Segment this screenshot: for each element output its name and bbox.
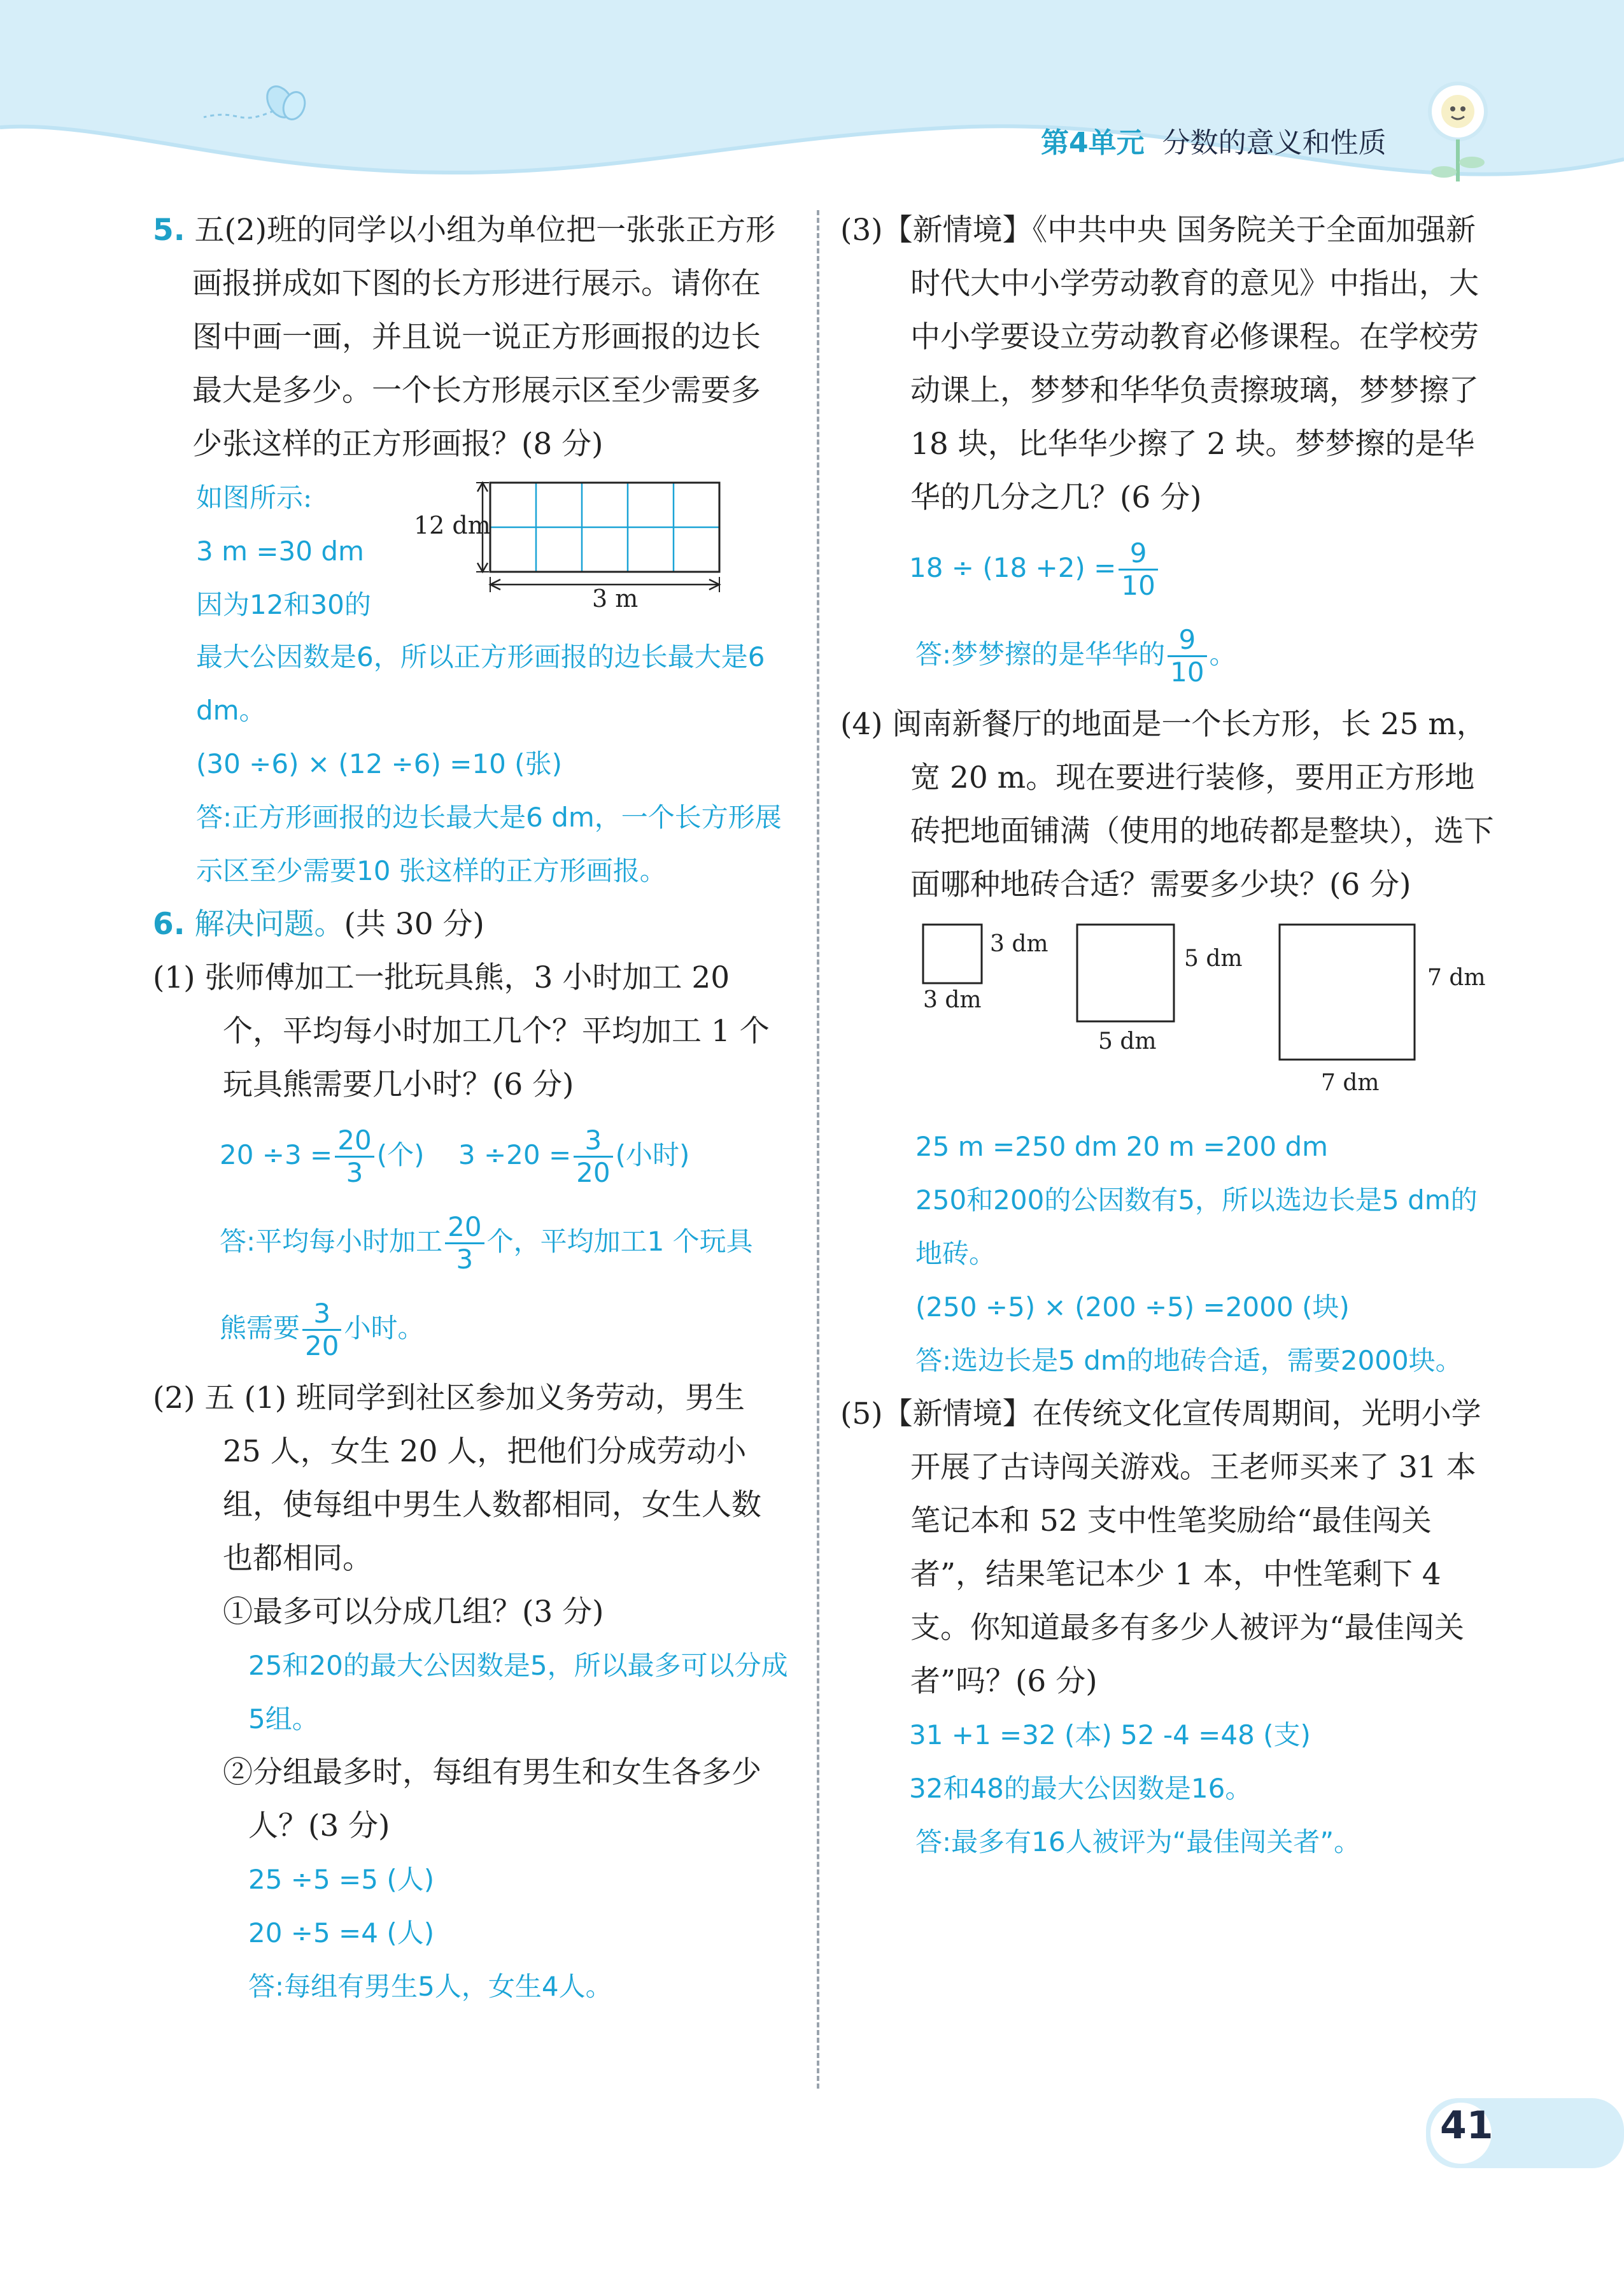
- denominator: 10: [1170, 657, 1204, 688]
- question-6-score: (共 30 分): [344, 907, 484, 942]
- tile-7dm-bottom: 7 dm: [1321, 1070, 1380, 1096]
- question-6: [153, 898, 789, 951]
- question-5: [153, 204, 789, 471]
- q6-p1-fraction-1: [335, 1125, 374, 1188]
- tile-5dm: [1077, 925, 1174, 1021]
- numerator: 20: [445, 1212, 484, 1244]
- q6-part-5-tag: 【新情境】: [882, 1396, 1033, 1431]
- q5-answer-2: 因为12和30的: [196, 589, 371, 620]
- q6-p1-eq2: 3 ÷20 =: [458, 1139, 572, 1170]
- q6-p5-answer-1: 31 +1 =32 (本) 52 -4 =48 (支): [909, 1719, 1311, 1750]
- q5-answer-4: (30 ÷6) × (12 ÷6) =10 (张): [196, 748, 562, 779]
- q6-p5-answer-2: 32和48的最大公因数是16。: [909, 1773, 1252, 1804]
- question-6-title: 解决问题。: [194, 907, 344, 942]
- q6-part-4-label: (4): [840, 707, 883, 742]
- q5-figure-area: [153, 471, 789, 630]
- q6-part-1: [153, 951, 789, 1112]
- numerator: 9: [1168, 625, 1206, 657]
- q6-p3-answer-1: [840, 525, 1496, 611]
- q6-p2-sub-2-answer-3: 答:每组有男生5人，女生4人。: [248, 1971, 612, 2002]
- numerator: 3: [302, 1298, 341, 1331]
- q5-answer-5: 答:正方形画报的边长最大是6 dm，一个长方形展示区至少需要10 张这样的正方形画报。: [196, 802, 782, 886]
- denominator: 10: [1121, 570, 1155, 601]
- q6-p2-sub-1-answer: 25和20的最大公因数是5，所以最多可以分成5组。: [248, 1650, 788, 1735]
- q5-fig-label: 如图所示:: [196, 482, 313, 513]
- left-column: [153, 204, 789, 2013]
- tile-3dm-bottom: 3 dm: [923, 987, 982, 1013]
- q6-p4-tiles-figure: [840, 912, 1496, 1103]
- q6-p2-sub-2-answer-2: 20 ÷5 =4 (人): [248, 1917, 435, 1949]
- tile-5dm-bottom: 5 dm: [1098, 1028, 1157, 1054]
- q6-p3-fraction-2: [1168, 625, 1206, 688]
- header-band: [0, 0, 1624, 210]
- unit-number: 第4单元: [1041, 127, 1145, 159]
- q6-part-2-text: 五 (1) 班同学到社区参加义务劳动，男生 25 人，女生 20 人，把他们分成劳动小组，使每组中男生人数都相同，女生人数也都相同。: [204, 1381, 761, 1576]
- q6-part-2: [153, 1372, 789, 1586]
- q6-part-5-text: 在传统文化宣传周期间，光明小学开展了古诗闯关游戏。王老师买来了 31 本笔记本和 52 支中性笔奖励给“最佳闯关者”，结果笔记本少 1 本，中性笔剩下 4 支。你知道最多有多少人被评为“最佳闯关者”吗？(6 分): [910, 1396, 1481, 1699]
- unit-title: [1041, 120, 1387, 160]
- q6-part-4: [840, 698, 1496, 912]
- unit-name: 分数的意义和性质: [1162, 127, 1387, 159]
- q6-p4-answer-3: (250 ÷5) × (200 ÷5) =2000 (块): [915, 1291, 1350, 1323]
- q6-p1-fraction-3: [445, 1212, 484, 1275]
- q5-width-label: 3 m: [592, 585, 639, 610]
- q5-grid-lines: [490, 483, 719, 572]
- q6-part-4-text: 闽南新餐厅的地面是一个长方形，长 25 m，宽 20 m。现在要进行装修，要用正方形地砖把地面铺满（使用的地砖都是整块），选下面哪种地砖合适？需要多少块？(6 分): [892, 707, 1494, 902]
- q6-p1-answer-3: [153, 1285, 789, 1372]
- q6-part-5-label: (5): [840, 1396, 883, 1431]
- q6-p3-ans-suffix: 。: [1209, 639, 1236, 670]
- tile-5dm-side: 5 dm: [1184, 946, 1243, 972]
- q6-p3-ans-prefix: 答:梦梦擦的是华华的: [915, 639, 1166, 670]
- q6-p1-fraction-4: [302, 1298, 341, 1361]
- denominator: 3: [346, 1157, 364, 1188]
- question-6-number: 6.: [153, 907, 185, 942]
- q5-answer-3: 最大公因数是6，所以正方形画报的边长最大是6 dm。: [196, 641, 765, 726]
- denominator: 20: [576, 1157, 611, 1188]
- q6-part-3-label: (3): [840, 213, 883, 248]
- tile-3dm: [923, 925, 982, 983]
- q6-p4-answer-4: 答:选边长是5 dm的地砖合适，需要2000块。: [915, 1345, 1462, 1376]
- q6-p3-answer-2: [840, 611, 1496, 698]
- q6-p1-answer-2: [153, 1198, 789, 1285]
- q6-p5-answer-3: 答:最多有16人被评为“最佳闯关者”。: [915, 1826, 1361, 1857]
- tile-3dm-side: 3 dm: [990, 931, 1049, 957]
- q6-part-1-text: 张师傅加工一批玩具熊，3 小时加工 20 个，平均每小时加工几个？平均加工 1 个玩具熊需要几小时？(6 分): [204, 960, 770, 1102]
- q6-p3-fraction-1: [1119, 538, 1157, 601]
- numerator: 20: [335, 1125, 374, 1158]
- denominator: 20: [305, 1330, 339, 1361]
- q6-p1-unit-2: (小时): [615, 1139, 690, 1170]
- q6-p4-answer-2: 250和200的公因数有5，所以选边长是5 dm的地砖。: [915, 1184, 1478, 1269]
- numerator: 3: [574, 1125, 612, 1158]
- q6-p1-eq1: 20 ÷3 =: [220, 1139, 333, 1170]
- page-number: 41: [1440, 2103, 1493, 2148]
- q6-p1-answer-1: [153, 1112, 789, 1198]
- q6-part-1-label: (1): [153, 960, 195, 995]
- right-column: [840, 204, 1496, 1869]
- q6-p1-fraction-2: [574, 1125, 612, 1188]
- q6-p3-equation: 18 ÷ (18 +2) =: [909, 552, 1117, 583]
- tile-7dm: [1280, 925, 1415, 1060]
- column-divider: [817, 210, 819, 2089]
- q6-part-3: [840, 204, 1496, 525]
- q6-part-5: [840, 1388, 1496, 1708]
- numerator: 9: [1119, 538, 1157, 571]
- q6-p4-answer-1: 25 m =250 dm 20 m =200 dm: [915, 1131, 1329, 1162]
- q6-p1-ans-middle: 个，平均加工1 个玩具: [486, 1226, 753, 1257]
- q6-p1-unit-1: (个): [376, 1139, 425, 1170]
- q6-part-2-label: (2): [153, 1381, 195, 1416]
- question-5-number: 5.: [153, 213, 185, 248]
- q6-part-3-tag: 【新情境】: [882, 213, 1033, 248]
- tile-7dm-side: 7 dm: [1427, 965, 1486, 991]
- q5-answer-1: 3 m =30 dm: [196, 536, 364, 567]
- q6-part-3-text: 《中共中央 国务院关于全面加强新时代大中小学劳动教育的意见》中指出，大中小学要设立劳动教育必修课程。在学校劳动课上，梦梦和华华负责擦玻璃，梦梦擦了 18 块，比华华少擦了 2 块。梦梦擦的是华华的几分之几？(6 分): [910, 213, 1479, 515]
- q5-rectangle-figure: [407, 476, 789, 610]
- q6-p1-ans-prefix: 答:平均每小时加工: [220, 1226, 443, 1257]
- question-5-text: 五(2)班的同学以小组为单位把一张张正方形画报拼成如下图的长方形进行展示。请你在图中画一画，并且说一说正方形画报的边长最大是多少。一个长方形展示区至少需要多少张这样的正方形画报？(8 分): [192, 213, 776, 462]
- q5-height-label: 12 dm: [414, 511, 491, 539]
- q6-p2-sub-2-answer-1: 25 ÷5 =5 (人): [248, 1864, 435, 1895]
- q6-p2-sub-2: ②分组最多时，每组有男生和女生各多少人？(3 分): [223, 1755, 761, 1843]
- q6-p1-ans-prefix-2: 熊需要: [220, 1312, 300, 1344]
- denominator: 3: [456, 1244, 474, 1275]
- q6-p2-sub-1: ①最多可以分成几组？(3 分): [223, 1594, 604, 1629]
- q6-p1-ans-suffix: 小时。: [344, 1312, 425, 1344]
